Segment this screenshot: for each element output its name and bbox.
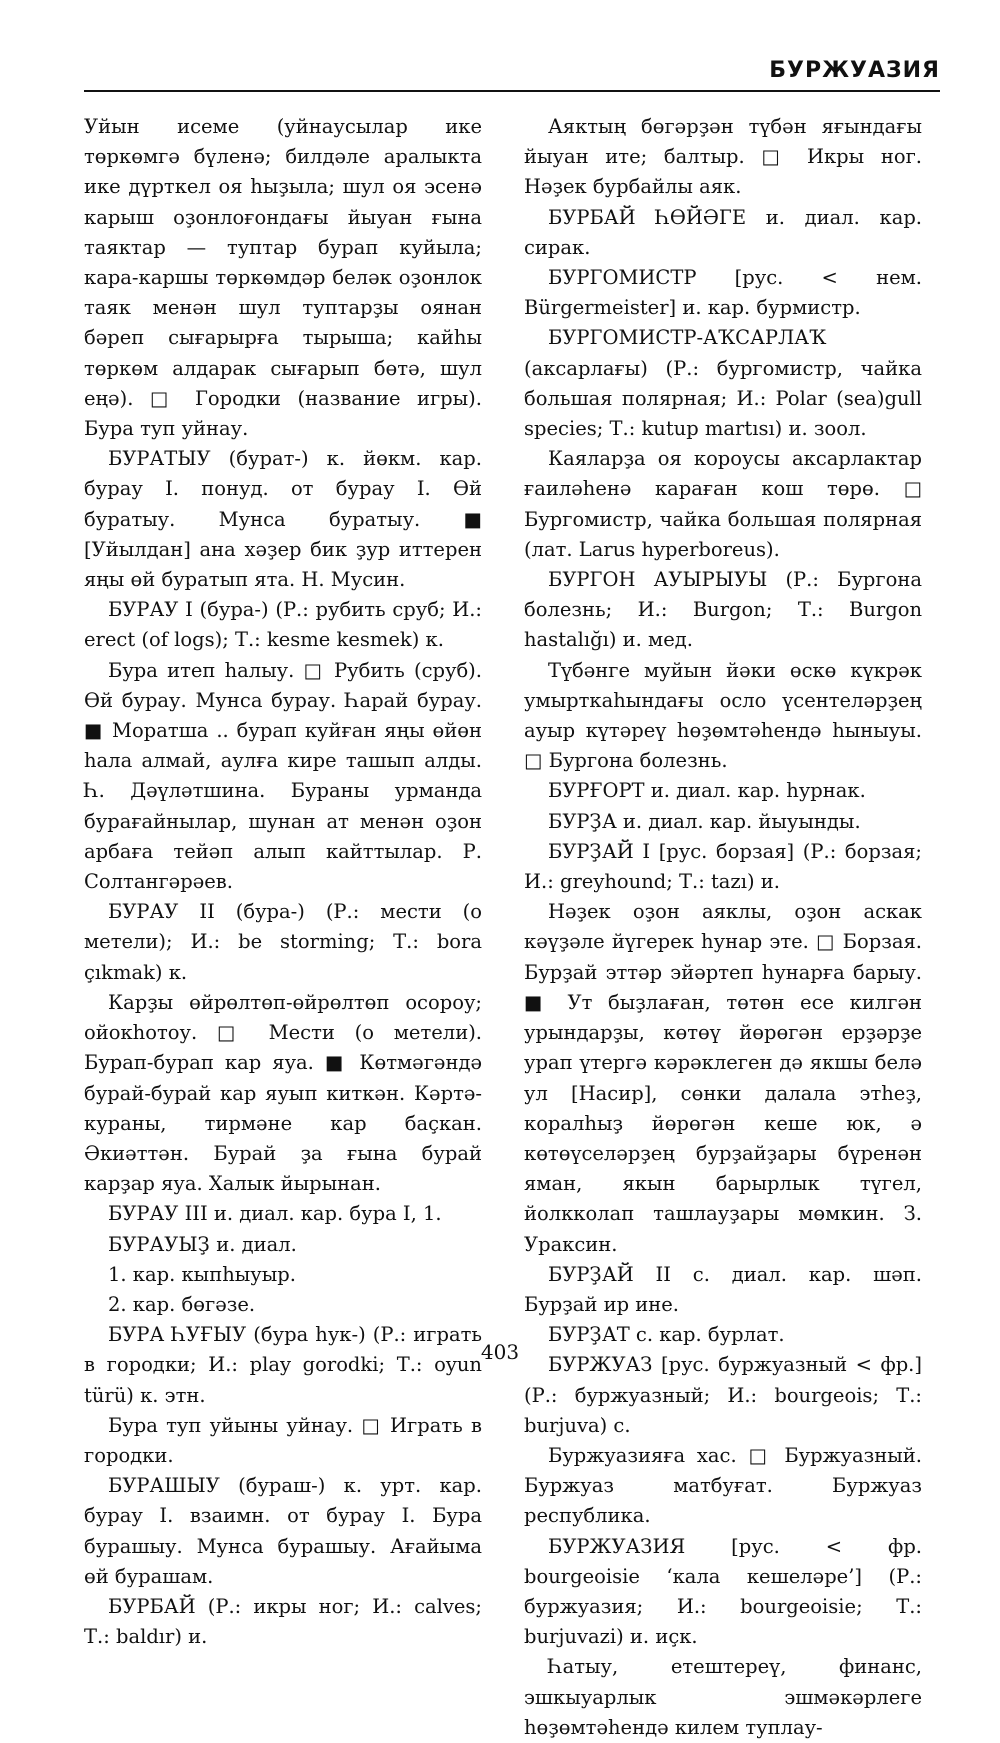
running-header	[84, 56, 940, 92]
entry-paragraph: Аяктың бөгәрҙән түбән яғындағы йыуан ите; балтыр. □ Икры ног. Нәҙек бурбайлы аяк.	[524, 115, 922, 199]
entry-paragraph: БУРАТЫУ (бурат-) к. йөкм. кар. бурау I. понуд. от бурау I. Өй буратыу. Мунса буратыу. ■ [Уйылдан] ана хәҙер бик ҙур иттерен яңы өй буратып ята. Н. Мусин.	[84, 447, 482, 592]
entry-paragraph: 2. кар. бөгәзе.	[108, 1292, 256, 1316]
entry-paragraph: БУРҘАЙ II с. диал. кар. шәп. Бурҙай ир ине.	[524, 1262, 922, 1316]
entry-paragraph: БУРҒОРТ и. диал. кар. һурнак.	[548, 779, 866, 803]
entry-paragraph: Карҙы өйрөлтөп-өйрөлтөп осороу; ойокһотоу. □ Мести (о метели). Бурап-бурап кар яуа. ■ Көтмәгәндә бурай-бурай кар яуып киткән. Кәртә-кураны, тирмәне кар баҫкан. Әкиәттән. Бурай ҙа ғына бурай карҙар яуа. Халык йырынан.	[84, 990, 482, 1196]
entry-paragraph: БУРАУ III и. диал. кар. бура I, 1.	[108, 1202, 442, 1226]
entry-paragraph: БУРА ҺУҒЫУ (бура һук-) (Р.: играть в городки; И.: play gorodki; Т.: oyun türü) к. этн.	[84, 1323, 482, 1407]
entry-paragraph: БУРБАЙ (Р.: икры ног; И.: calves; Т.: baldır) и.	[84, 1594, 482, 1649]
entry-paragraph: БУРАШЫУ (бураш-) к. урт. кар. бурау I. взаимн. от бурау I. Бура бурашыу. Мунса бурашыу. Ағайыма өй бурашам.	[84, 1474, 482, 1588]
entry-paragraph: БУРАУ I (бура-) (Р.: рубить сруб; И.: erect (of logs); Т.: kesme kesmek) к.	[84, 598, 482, 652]
entry-paragraph: Бура итеп һалыу. □ Рубить (сруб). Өй бурау. Мунса бурау. Һарай бурау. ■ Моратша .. бурап куйған яңы өйөн һала алмай, аулға кире ташып алды. Һ. Дәүләтшина. Бураны урманда бурағайнылар, шунан ат менән оҙон арбаға тейәп алып кайттылар. Р. Солтангәрәев.	[84, 658, 482, 894]
entry-paragraph: БУРҘА и. диал. кар. йыуынды.	[548, 809, 861, 833]
entry-paragraph: БУРГОН АУЫРЫУЫ (Р.: Бургона болезнь; И.: Burgon; Т.: Burgon hastalığı) и. мед.	[524, 568, 922, 652]
entry-paragraph: Буржуазияға хас. □ Буржуазный. Буржуаз матбуғат. Буржуаз республика.	[524, 1443, 922, 1528]
entry-paragraph: БУРБАЙ ҺӨЙӘГЕ и. диал. кар. сирак.	[524, 205, 922, 259]
entry-paragraph: БУРЖУАЗ [рус. буржуазный < фр.] (Р.: буржуазный; И.: bourgeois; Т.: burjuva) с.	[524, 1353, 922, 1437]
entry-paragraph: БУРГОМИСТР-АҠСАРЛАҠ (аксарлағы) (Р.: бургомистр, чайка большая полярная; И.: Polar (sea)gull species; Т.: kutup martısı) и. зоол.	[524, 326, 922, 441]
left-column	[84, 112, 482, 1652]
entry-paragraph: БУРҘАТ с. кар. бурлат.	[548, 1323, 785, 1347]
page-number: 403	[480, 1340, 520, 1364]
entry-paragraph: Уйын исеме (уйнаусылар ике төркөмгә бүленә; билдәле аралыкта ике дүрткел оя һыҙыла; шул оя эсенә карыш оҙонлоғондағы йыуан ғына таяктар — туптар бурап куйыла; кара-каршы төркөмдәр беләк оҙонлок таяк менән шул туптарҙы оянан бәреп сығарырға тырыша; кайһы төркөм алдарак сығарып бөтә, шул еңә). □ Городки (название игры). Бура туп уйнау.	[84, 115, 482, 441]
entry-paragraph: 1. кар. кыпһыуыр.	[108, 1262, 296, 1286]
entry-paragraph: Нәҙек оҙон аяклы, оҙон аскак кәүҙәле йүгерек һунар эте. □ Борзая. Бурҙай эттәр эйәртеп һунарға барыу. ■ Ут быҙлаған, төтөн есе килгән урындарҙы, көтөү йөрөгән ерҙәрҙе урап үтергә кәрәклеген дә якшы белә ул [Насир], сөнки далала этһеҙ, коралһыҙ йөрөгән кеше юк, ә көтөүселәрҙең бурҙайҙары бүренән яман, якын барырлык түгел, йолкколап ташлауҙары мөмкин. З. Ураксин.	[524, 900, 922, 1256]
entry-paragraph: Түбәнге муйын йәки өскө күкрәк умырткаһындағы осло үсентеләрҙең ауыр күтәреү һөҙөмтәһендә һыныуы. □ Бургона болезнь.	[524, 658, 922, 773]
entry-paragraph: БУРГОМИСТР [рус. < нем. Bürgermeister] и. кар. бурмистр.	[524, 266, 922, 320]
entry-paragraph: БУРЖУАЗИЯ [рус. < фр. bourgeoisie ‘кала кешеләре’] (Р.: буржуазия; И.: bourgeoisie; Т.: burjuvazi) и. иҫк.	[524, 1534, 922, 1649]
right-column	[524, 112, 922, 1743]
entry-paragraph: БУРҘАЙ I [рус. борзая] (Р.: борзая; И.: greyhound; Т.: tazı) и.	[524, 839, 922, 894]
entry-paragraph: Бура туп уйыны уйнау. □ Играть в городки.	[84, 1413, 482, 1467]
entry-paragraph: БУРАУЫҘ и. диал.	[108, 1232, 297, 1256]
running-title: БУРЖУАЗИЯ	[769, 58, 940, 83]
entry-paragraph: БУРАУ II (бура-) (Р.: мести (о метели); И.: be storming; Т.: bora çıkmak) к.	[84, 900, 482, 984]
entry-paragraph: Каяларҙа оя короусы аксарлактар ғаиләһенә караған кош төрө. □ Бургомистр, чайка большая полярная (лат. Larus hyperboreus).	[524, 447, 922, 561]
entry-paragraph: Һатыу, етештереү, финанс, эшкыуарлык эшмәкәрлеге һөҙөмтәһендә килем туплау-	[524, 1655, 922, 1739]
